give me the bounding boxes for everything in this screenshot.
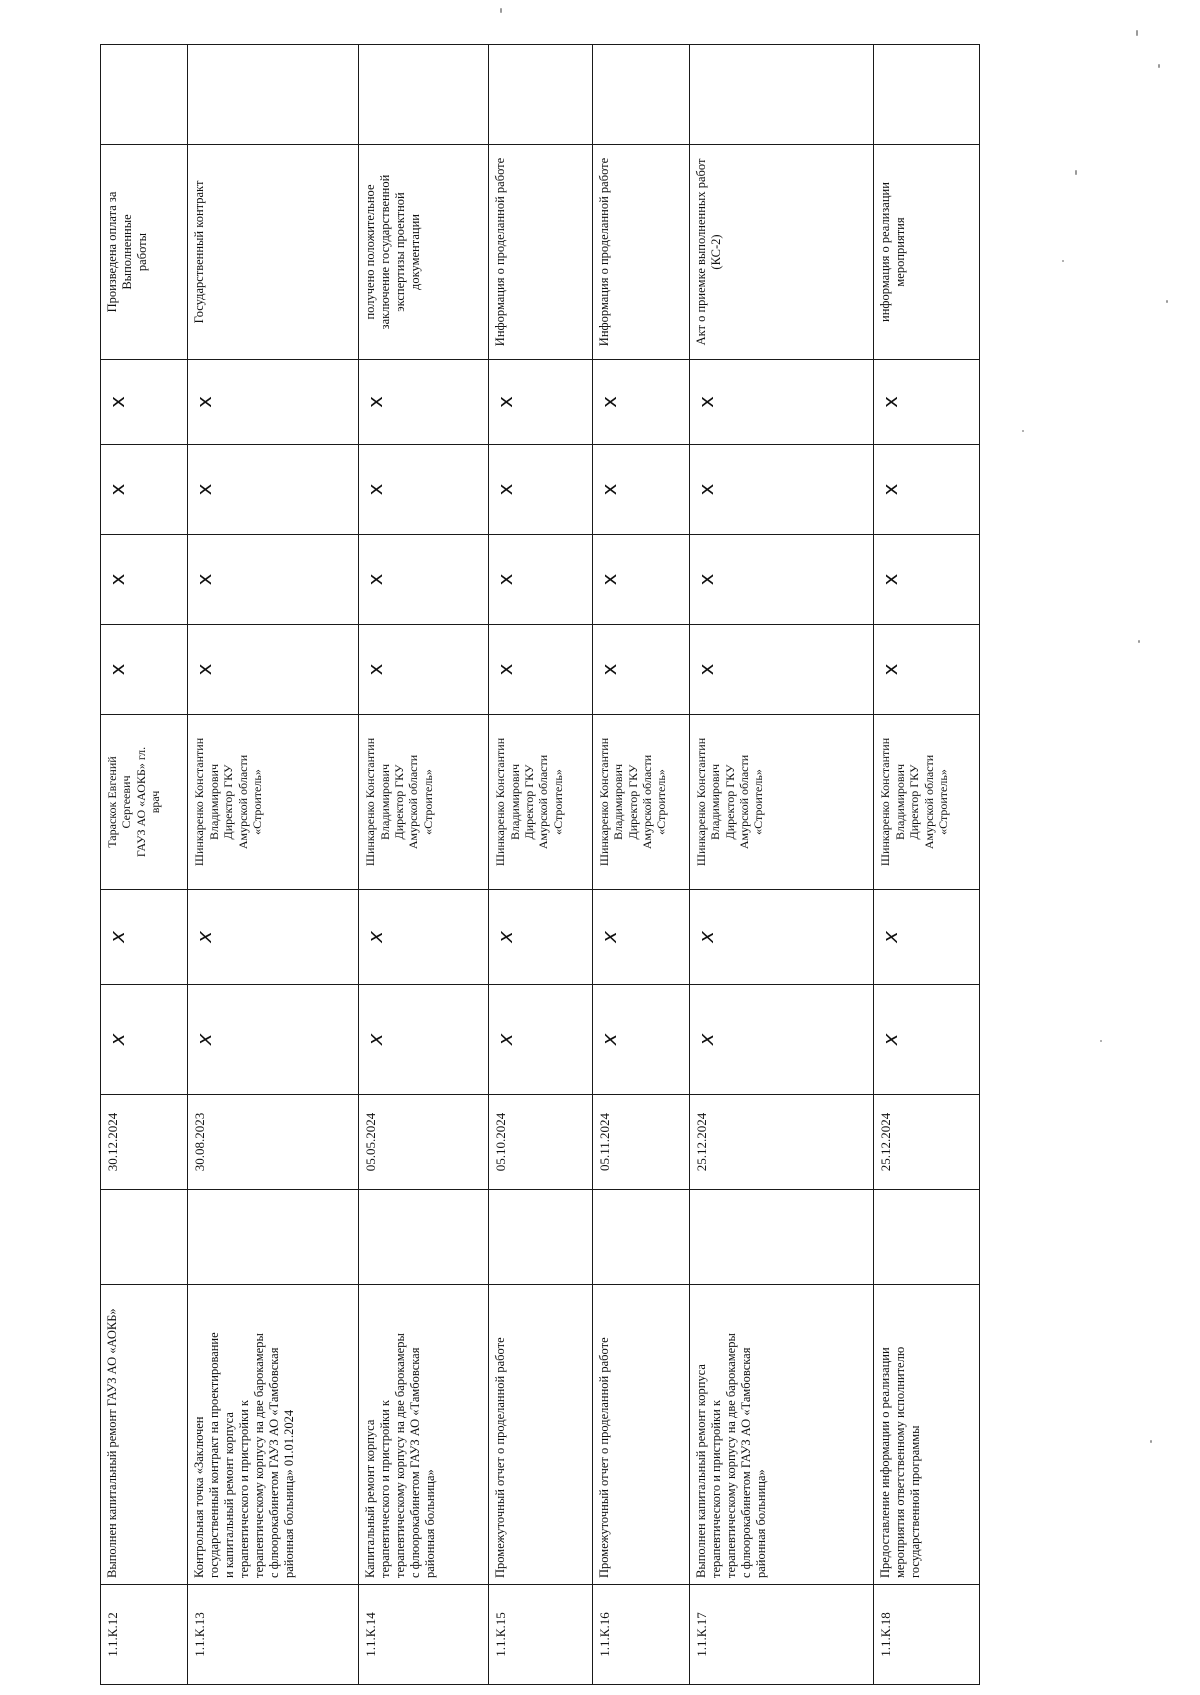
empty-cell: [188, 1190, 359, 1285]
row-number: 1.1.К.15: [489, 1585, 592, 1685]
row-number: 1.1.К.13: [188, 1585, 359, 1685]
cross-mark: х: [874, 360, 980, 445]
cross-mark: х: [101, 535, 188, 625]
cross-mark: х: [489, 445, 592, 535]
cross-mark: х: [359, 985, 489, 1095]
row-responsible: Шинкаренко Константин Владимирович Директор ГКУ Амурской области «Строитель»: [689, 715, 874, 890]
cross-mark: х: [101, 985, 188, 1095]
row-responsible: Шинкаренко Константин Владимирович Директор ГКУ Амурской области «Строитель»: [188, 715, 359, 890]
scan-speck: [1100, 1040, 1102, 1042]
cross-mark: х: [874, 625, 980, 715]
row-result: Информация о проделанной работе: [592, 145, 689, 360]
empty-cell: [101, 1190, 188, 1285]
cross-mark: х: [874, 535, 980, 625]
row-name: Выполнен капитальный ремонт ГАУЗ АО «АОКБ»: [101, 1285, 188, 1585]
cross-mark: х: [592, 625, 689, 715]
cross-mark: х: [689, 890, 874, 985]
row-date: 25.12.2024: [689, 1095, 874, 1190]
scan-speck: [1166, 300, 1168, 303]
empty-cell: [489, 45, 592, 145]
cross-mark: х: [592, 535, 689, 625]
row-responsible: Шинкаренко Константин Владимирович Директор ГКУ Амурской области «Строитель»: [592, 715, 689, 890]
cross-mark: х: [489, 360, 592, 445]
row-date: 05.10.2024: [489, 1095, 592, 1190]
empty-cell: [874, 1190, 980, 1285]
table-row: [874, 45, 980, 1685]
rotated-table-container: [100, 45, 980, 1685]
row-number: 1.1.К.14: [359, 1585, 489, 1685]
cross-mark: х: [592, 445, 689, 535]
row-result: Произведена оплата за Выполненные работы: [101, 145, 188, 360]
table-row: [188, 45, 359, 1685]
row-name: Промежуточный отчет о проделанной работе: [592, 1285, 689, 1585]
cross-mark: х: [188, 360, 359, 445]
scan-speck: [1136, 30, 1138, 36]
cross-mark: х: [101, 445, 188, 535]
table-row: [359, 45, 489, 1685]
cross-mark: х: [489, 625, 592, 715]
cross-mark: х: [489, 985, 592, 1095]
row-name: Выполнен капитальный ремонт корпуса терапевтического и пристройки к терапевтическому корпусу на две барокамеры с флюорокабинетом ГАУЗ АО «Тамбовская районная больница»: [689, 1285, 874, 1585]
scan-speck: [1075, 170, 1077, 175]
empty-cell: [489, 1190, 592, 1285]
scan-speck: [1062, 260, 1064, 262]
scan-speck: [1138, 640, 1140, 643]
empty-cell: [689, 1190, 874, 1285]
row-number: 1.1.К.17: [689, 1585, 874, 1685]
row-date: 25.12.2024: [874, 1095, 980, 1190]
cross-mark: х: [101, 890, 188, 985]
row-result: Государственный контракт: [188, 145, 359, 360]
cross-mark: х: [359, 535, 489, 625]
row-result: информация о реализации мероприятия: [874, 145, 980, 360]
row-date: 05.05.2024: [359, 1095, 489, 1190]
row-date: 30.12.2024: [101, 1095, 188, 1190]
row-date: 30.08.2023: [188, 1095, 359, 1190]
cross-mark: х: [359, 890, 489, 985]
cross-mark: х: [592, 890, 689, 985]
cross-mark: х: [874, 985, 980, 1095]
cross-mark: х: [359, 445, 489, 535]
row-responsible: Шинкаренко Константин Владимирович Директор ГКУ Амурской области «Строитель»: [874, 715, 980, 890]
row-name: Контрольная точка «Заключен государственный контракт на проектирование и капитальный ремонт корпуса терапевтического и пристройки к терапевтическому корпусу на две барокамеры с флюорокабинетом ГАУЗ АО «Тамбовская районная больница» 01.01.2024: [188, 1285, 359, 1585]
cross-mark: х: [874, 445, 980, 535]
scan-speck: [500, 8, 502, 13]
empty-cell: [359, 1190, 489, 1285]
empty-cell: [188, 45, 359, 145]
table-row: [592, 45, 689, 1685]
cross-mark: х: [592, 985, 689, 1095]
row-name: Предоставление информации о реализации мероприятия ответственному исполнителю государственной программы: [874, 1285, 980, 1585]
cross-mark: х: [689, 625, 874, 715]
cross-mark: х: [874, 890, 980, 985]
row-number: 1.1.К.12: [101, 1585, 188, 1685]
empty-cell: [101, 45, 188, 145]
scan-speck: [1022, 430, 1024, 432]
cross-mark: х: [359, 625, 489, 715]
row-number: 1.1.К.16: [592, 1585, 689, 1685]
cross-mark: х: [689, 535, 874, 625]
table-row: [101, 45, 188, 1685]
cross-mark: х: [101, 625, 188, 715]
cross-mark: х: [188, 445, 359, 535]
row-number: 1.1.К.18: [874, 1585, 980, 1685]
cross-mark: х: [689, 445, 874, 535]
row-name: Промежуточный отчет о проделанной работе: [489, 1285, 592, 1585]
cross-mark: х: [188, 535, 359, 625]
row-date: 05.11.2024: [592, 1095, 689, 1190]
row-result: Информация о проделанной работе: [489, 145, 592, 360]
empty-cell: [592, 1190, 689, 1285]
row-result: Акт о приемке выполненных работ (КС-2): [689, 145, 874, 360]
cross-mark: х: [359, 360, 489, 445]
cross-mark: х: [689, 360, 874, 445]
cross-mark: х: [489, 890, 592, 985]
table-row: [689, 45, 874, 1685]
scan-speck: [1150, 1440, 1152, 1443]
empty-cell: [874, 45, 980, 145]
empty-cell: [689, 45, 874, 145]
row-responsible: Шинкаренко Константин Владимирович Директор ГКУ Амурской области «Строитель»: [489, 715, 592, 890]
cross-mark: х: [489, 535, 592, 625]
cross-mark: х: [689, 985, 874, 1095]
table-row: [489, 45, 592, 1685]
row-responsible: Тараскок Евгений Сергеевич ГАУЗ АО «АОКБ» гл. врач: [101, 715, 188, 890]
scan-speck: [1158, 64, 1160, 68]
row-result: получено положительное заключение государственной экспертизы проектной документации: [359, 145, 489, 360]
cross-mark: х: [592, 360, 689, 445]
empty-cell: [359, 45, 489, 145]
row-name: Капитальный ремонт корпуса терапевтического и пристройки к терапевтическому корпусу на две барокамеры с флюорокабинетом ГАУЗ АО «Тамбовская районная больница»: [359, 1285, 489, 1585]
empty-cell: [592, 45, 689, 145]
row-responsible: Шинкаренко Константин Владимирович Директор ГКУ Амурской области «Строитель»: [359, 715, 489, 890]
control-points-table: [100, 44, 980, 1685]
cross-mark: х: [188, 985, 359, 1095]
cross-mark: х: [188, 625, 359, 715]
cross-mark: х: [101, 360, 188, 445]
cross-mark: х: [188, 890, 359, 985]
